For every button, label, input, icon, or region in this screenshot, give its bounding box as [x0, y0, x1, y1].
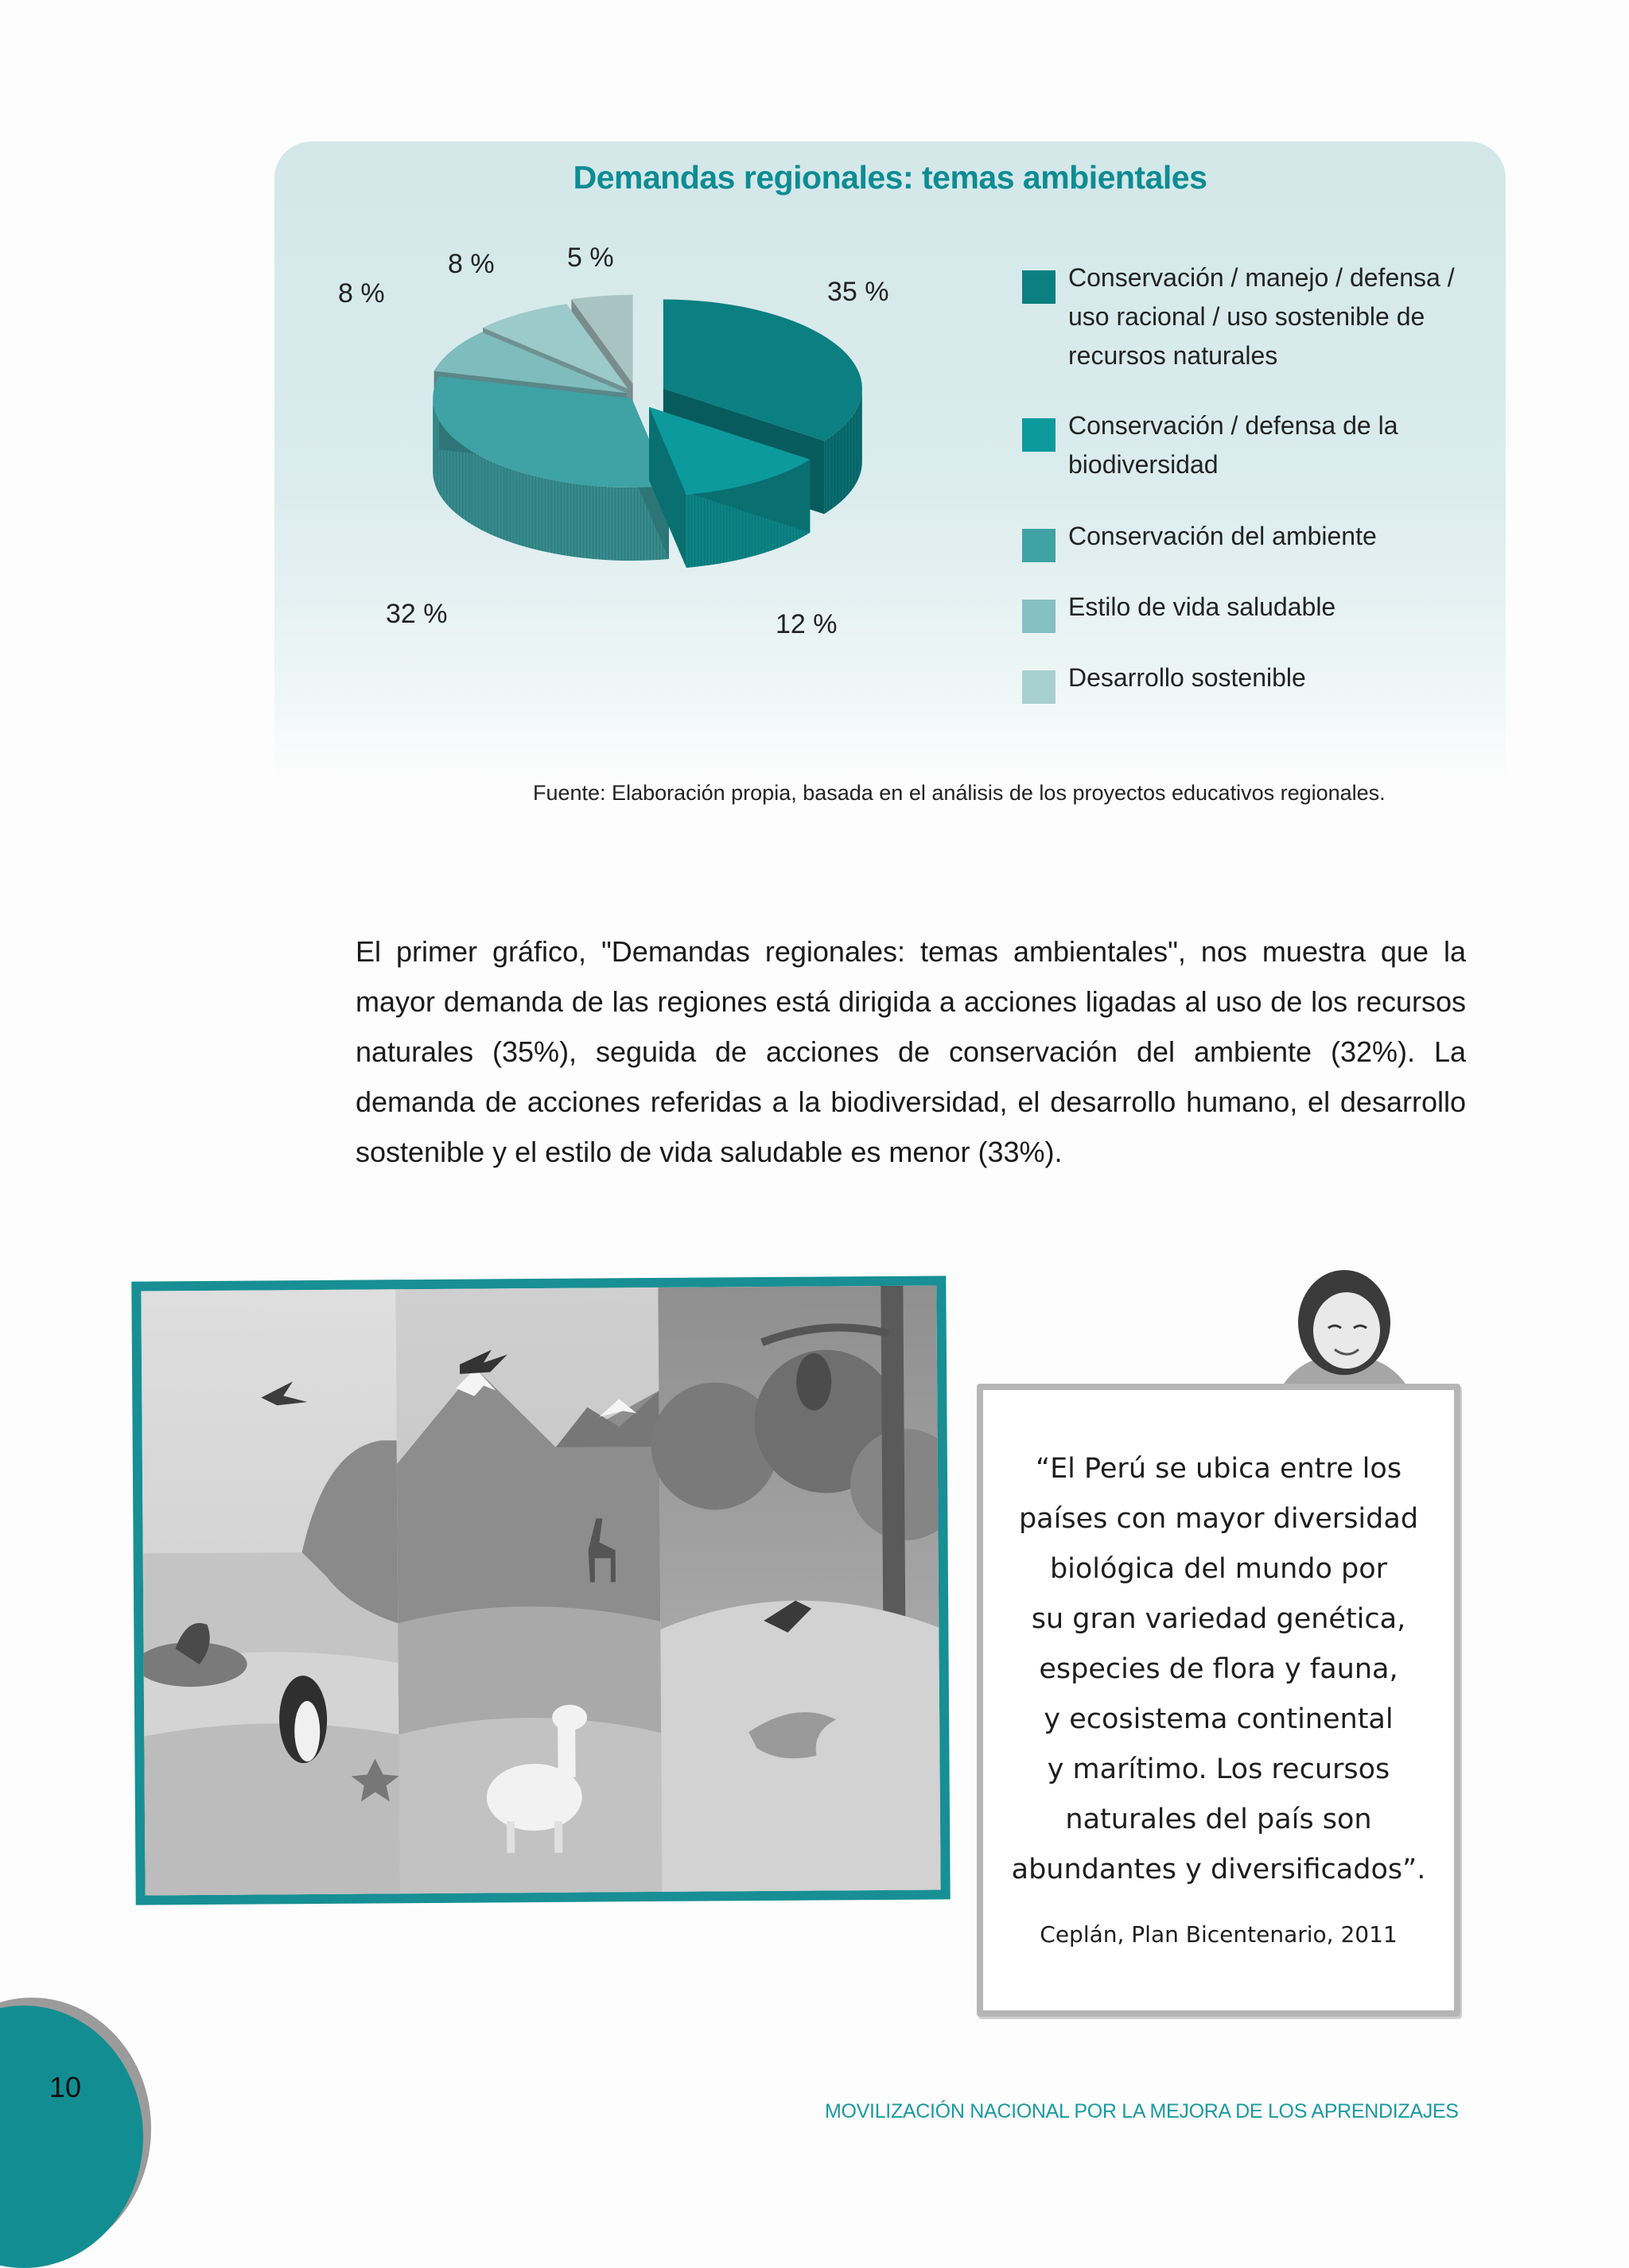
legend-label: Desarrollo sostenible: [1068, 663, 1306, 692]
pie-label-35: 35 %: [827, 277, 889, 307]
legend-label: Estilo de vida saludable: [1068, 592, 1336, 621]
chart-title: Demandas regionales: temas ambientales: [573, 159, 1207, 196]
pie-label-8-b: 8 %: [448, 249, 495, 279]
quote-source: Ceplán, Plan Bicentenario, 2011: [1040, 1921, 1398, 1948]
chart-panel: [274, 142, 1506, 782]
pie-label-5: 5 %: [567, 243, 614, 273]
illustration-art: [141, 1286, 940, 1896]
biodiversity-illustration: [131, 1276, 950, 1905]
pie-chart: [274, 142, 1006, 714]
body-paragraph: El primer gráfico, "Demandas regionales: temas ambientales", nos muestra que la mayor demanda de las regiones está dirigida a acciones ligadas al uso de los recursos naturales (35%), seguida de acciones de conservación del ambiente (32%). La demanda de acciones referidas a la biodiversidad, el desarrollo humano, el desarrollo sostenible y el estilo de vida saludable es menor (33%).: [356, 935, 1466, 1168]
legend-swatch: [1022, 600, 1056, 633]
legend-swatch: [1022, 529, 1056, 562]
pie-label-12: 12 %: [776, 609, 838, 639]
legend-label: Conservación / manejo / defensa / uso racional / uso sostenible de recursos naturales: [1068, 263, 1455, 370]
quote-card: [977, 1384, 1460, 2017]
pie-slice-32: [433, 376, 669, 561]
running-footer: MOVILIZACIÓN NACIONAL POR LA MEJORA DE LOS APRENDIZAJES: [825, 2100, 1459, 2122]
legend-swatch: [1022, 270, 1056, 304]
page-number: 10: [49, 2071, 82, 2103]
legend-label: Conservación del ambiente: [1068, 522, 1377, 550]
legend-label: Conservación / defensa de la biodiversidad: [1068, 411, 1398, 479]
chart-source: Fuente: Elaboración propia, basada en el análisis de los proyectos educativos regionales.: [533, 781, 1386, 805]
pie-label-8-a: 8 %: [338, 278, 385, 309]
pie-label-32: 32 %: [386, 599, 448, 629]
legend-swatch: [1022, 670, 1056, 704]
quote-text: “El Perú se ubica entre los países con mayor diversidad biológica del mundo por su gran variedad genética, especies de flora y fauna, y ecosistema continental y marítimo. Los recursos naturales del país son abundantes y diversificados”.: [1011, 1453, 1426, 1885]
legend-swatch: [1022, 418, 1056, 452]
